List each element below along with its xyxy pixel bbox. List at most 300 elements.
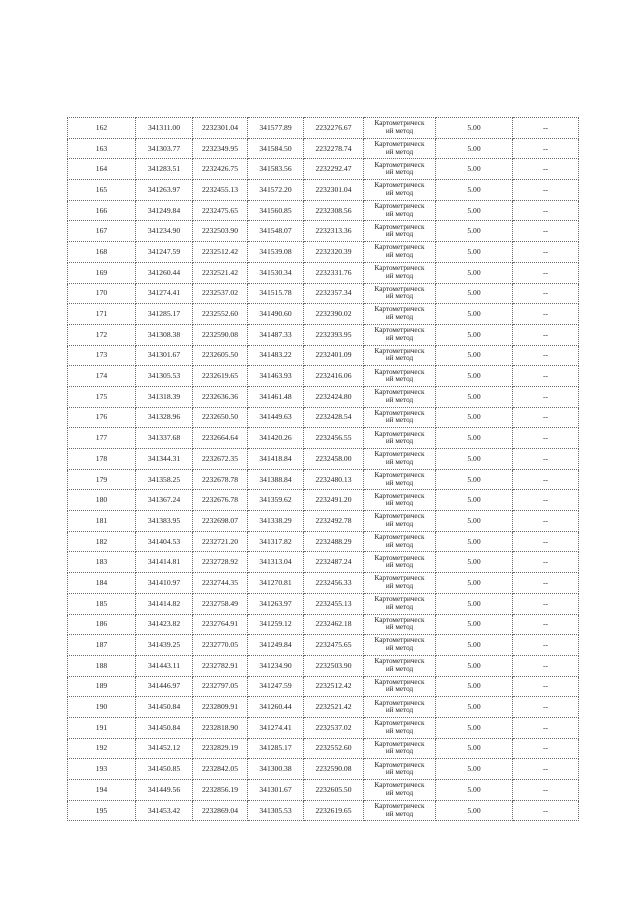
coordinates-table	[67, 117, 579, 821]
x2-coordinate-cell: 341577.89	[248, 118, 304, 139]
method-cell	[364, 697, 436, 718]
y2-coordinate-cell: 2232537.02	[304, 717, 364, 738]
point-number-cell: 178	[68, 449, 136, 470]
x1-coordinate-cell: 341383.95	[136, 511, 193, 532]
method-text-line2: ий метод	[385, 292, 414, 301]
note-cell: --	[513, 676, 579, 697]
note-cell: --	[513, 552, 579, 573]
accuracy-cell: 5.00	[436, 614, 513, 635]
y2-coordinate-cell: 2232590.08	[304, 759, 364, 780]
x1-coordinate-cell: 341274.41	[136, 283, 193, 304]
point-number-cell: 168	[68, 242, 136, 263]
y2-coordinate-cell: 2232320.39	[304, 242, 364, 263]
method-text-line2: ий метод	[385, 333, 414, 342]
point-number-cell: 183	[68, 552, 136, 573]
note-cell: --	[513, 366, 579, 387]
point-number-cell: 188	[68, 655, 136, 676]
y2-coordinate-cell: 2232455.13	[304, 593, 364, 614]
note-cell: --	[513, 200, 579, 221]
table-row	[68, 283, 579, 304]
method-text-line1: Картометрическ	[374, 760, 425, 769]
note-cell: --	[513, 490, 579, 511]
point-number-cell: 195	[68, 800, 136, 821]
y2-coordinate-cell: 2232552.60	[304, 738, 364, 759]
x1-coordinate-cell: 341414.81	[136, 552, 193, 573]
method-text-line2: ий метод	[385, 375, 414, 384]
y1-coordinate-cell: 2232676.78	[193, 490, 248, 511]
method-cell	[364, 345, 436, 366]
y1-coordinate-cell: 2232619.65	[193, 366, 248, 387]
table-row	[68, 386, 579, 407]
method-text-line2: ий метод	[385, 706, 414, 715]
method-cell	[364, 386, 436, 407]
y1-coordinate-cell: 2232349.95	[193, 138, 248, 159]
accuracy-cell: 5.00	[436, 511, 513, 532]
method-cell	[364, 366, 436, 387]
x2-coordinate-cell: 341583.56	[248, 159, 304, 180]
point-number-cell: 169	[68, 262, 136, 283]
x1-coordinate-cell: 341283.51	[136, 159, 193, 180]
accuracy-cell: 5.00	[436, 283, 513, 304]
x1-coordinate-cell: 341367.24	[136, 490, 193, 511]
method-text-line1: Картометрическ	[374, 119, 425, 128]
method-cell	[364, 304, 436, 325]
accuracy-cell: 5.00	[436, 759, 513, 780]
x2-coordinate-cell: 341560.85	[248, 200, 304, 221]
method-text-line1: Картометрическ	[374, 698, 425, 707]
y2-coordinate-cell: 2232458.00	[304, 449, 364, 470]
method-text-line2: ий метод	[385, 271, 414, 280]
y2-coordinate-cell: 2232424.80	[304, 386, 364, 407]
y2-coordinate-cell: 2232492.78	[304, 511, 364, 532]
table-row	[68, 221, 579, 242]
method-cell	[364, 221, 436, 242]
table-row	[68, 800, 579, 821]
y2-coordinate-cell: 2232278.74	[304, 138, 364, 159]
y1-coordinate-cell: 2232426.75	[193, 159, 248, 180]
x2-coordinate-cell: 341270.81	[248, 573, 304, 594]
method-text-line2: ий метод	[385, 685, 414, 694]
x2-coordinate-cell: 341260.44	[248, 697, 304, 718]
method-cell	[364, 717, 436, 738]
point-number-cell: 170	[68, 283, 136, 304]
y2-coordinate-cell: 2232521.42	[304, 697, 364, 718]
x2-coordinate-cell: 341449.63	[248, 407, 304, 428]
method-cell	[364, 449, 436, 470]
y1-coordinate-cell: 2232856.19	[193, 780, 248, 801]
note-cell: --	[513, 304, 579, 325]
method-cell	[364, 800, 436, 821]
y2-coordinate-cell: 2232401.09	[304, 345, 364, 366]
y2-coordinate-cell: 2232331.76	[304, 262, 364, 283]
x1-coordinate-cell: 341450.84	[136, 697, 193, 718]
y1-coordinate-cell: 2232842.05	[193, 759, 248, 780]
method-text-line2: ий метод	[385, 644, 414, 653]
y2-coordinate-cell: 2232393.95	[304, 324, 364, 345]
point-number-cell: 165	[68, 180, 136, 201]
method-text-line2: ий метод	[385, 581, 414, 590]
table-row	[68, 676, 579, 697]
y1-coordinate-cell: 2232678.78	[193, 469, 248, 490]
method-cell	[364, 655, 436, 676]
x1-coordinate-cell: 341305.53	[136, 366, 193, 387]
table-row	[68, 635, 579, 656]
method-text-line2: ий метод	[385, 747, 414, 756]
x2-coordinate-cell: 341285.17	[248, 738, 304, 759]
method-text-line1: Картометрическ	[374, 388, 425, 397]
point-number-cell: 162	[68, 118, 136, 139]
method-text-line1: Картометрическ	[374, 429, 425, 438]
method-text-line1: Картометрическ	[374, 553, 425, 562]
table-row	[68, 118, 579, 139]
method-text-line1: Картометрическ	[374, 801, 425, 810]
x1-coordinate-cell: 341452.12	[136, 738, 193, 759]
method-text-line1: Картометрическ	[374, 636, 425, 645]
x2-coordinate-cell: 341274.41	[248, 717, 304, 738]
table-row	[68, 180, 579, 201]
method-text-line2: ий метод	[385, 561, 414, 570]
table-row	[68, 655, 579, 676]
accuracy-cell: 5.00	[436, 717, 513, 738]
y1-coordinate-cell: 2232758.49	[193, 593, 248, 614]
table-row	[68, 200, 579, 221]
y1-coordinate-cell: 2232605.50	[193, 345, 248, 366]
accuracy-cell: 5.00	[436, 386, 513, 407]
y2-coordinate-cell: 2232488.29	[304, 531, 364, 552]
method-text-line2: ий метод	[385, 788, 414, 797]
method-cell	[364, 780, 436, 801]
method-text-line2: ий метод	[385, 437, 414, 446]
x2-coordinate-cell: 341584.50	[248, 138, 304, 159]
y1-coordinate-cell: 2232512.42	[193, 242, 248, 263]
accuracy-cell: 5.00	[436, 304, 513, 325]
point-number-cell: 192	[68, 738, 136, 759]
point-number-cell: 194	[68, 780, 136, 801]
method-text-line1: Картометрическ	[374, 739, 425, 748]
method-text-line2: ий метод	[385, 313, 414, 322]
y1-coordinate-cell: 2232721.20	[193, 531, 248, 552]
method-cell	[364, 469, 436, 490]
x2-coordinate-cell: 341317.82	[248, 531, 304, 552]
point-number-cell: 175	[68, 386, 136, 407]
method-text-line1: Картометрическ	[374, 677, 425, 686]
method-cell	[364, 552, 436, 573]
accuracy-cell: 5.00	[436, 635, 513, 656]
method-text-line2: ий метод	[385, 768, 414, 777]
table-row	[68, 345, 579, 366]
method-text-line1: Картометрическ	[374, 595, 425, 604]
point-number-cell: 191	[68, 717, 136, 738]
x1-coordinate-cell: 341285.17	[136, 304, 193, 325]
table-row	[68, 366, 579, 387]
method-cell	[364, 614, 436, 635]
method-text-line2: ий метод	[385, 395, 414, 404]
x1-coordinate-cell: 341439.25	[136, 635, 193, 656]
method-cell	[364, 407, 436, 428]
x1-coordinate-cell: 341234.90	[136, 221, 193, 242]
x2-coordinate-cell: 341300.38	[248, 759, 304, 780]
x1-coordinate-cell: 341446.97	[136, 676, 193, 697]
note-cell: --	[513, 428, 579, 449]
table-row	[68, 573, 579, 594]
method-text-line1: Картометрическ	[374, 450, 425, 459]
table-row	[68, 469, 579, 490]
method-text-line2: ий метод	[385, 209, 414, 218]
y2-coordinate-cell: 2232512.42	[304, 676, 364, 697]
method-text-line2: ий метод	[385, 230, 414, 239]
point-number-cell: 174	[68, 366, 136, 387]
table-row	[68, 759, 579, 780]
y2-coordinate-cell: 2232462.18	[304, 614, 364, 635]
method-cell	[364, 511, 436, 532]
x1-coordinate-cell: 341453.42	[136, 800, 193, 821]
note-cell: --	[513, 469, 579, 490]
note-cell: --	[513, 118, 579, 139]
y1-coordinate-cell: 2232650.50	[193, 407, 248, 428]
note-cell: --	[513, 386, 579, 407]
method-text-line1: Картометрическ	[374, 367, 425, 376]
method-text-line2: ий метод	[385, 602, 414, 611]
x2-coordinate-cell: 341572.20	[248, 180, 304, 201]
x2-coordinate-cell: 341338.29	[248, 511, 304, 532]
method-cell	[364, 159, 436, 180]
y1-coordinate-cell: 2232301.04	[193, 118, 248, 139]
note-cell: --	[513, 283, 579, 304]
method-text-line2: ий метод	[385, 168, 414, 177]
y1-coordinate-cell: 2232664.64	[193, 428, 248, 449]
note-cell: --	[513, 159, 579, 180]
table-row	[68, 490, 579, 511]
method-cell	[364, 138, 436, 159]
accuracy-cell: 5.00	[436, 800, 513, 821]
y2-coordinate-cell: 2232416.06	[304, 366, 364, 387]
x2-coordinate-cell: 341259.12	[248, 614, 304, 635]
x1-coordinate-cell: 341328.96	[136, 407, 193, 428]
x1-coordinate-cell: 341449.56	[136, 780, 193, 801]
x2-coordinate-cell: 341463.93	[248, 366, 304, 387]
method-cell	[364, 490, 436, 511]
method-text-line2: ий метод	[385, 478, 414, 487]
y2-coordinate-cell: 2232475.65	[304, 635, 364, 656]
method-text-line1: Картометрическ	[374, 181, 425, 190]
x2-coordinate-cell: 341301.67	[248, 780, 304, 801]
x1-coordinate-cell: 341303.77	[136, 138, 193, 159]
method-text-line2: ий метод	[385, 809, 414, 818]
accuracy-cell: 5.00	[436, 200, 513, 221]
method-cell	[364, 242, 436, 263]
accuracy-cell: 5.00	[436, 180, 513, 201]
x2-coordinate-cell: 341515.78	[248, 283, 304, 304]
x1-coordinate-cell: 341358.25	[136, 469, 193, 490]
table-row	[68, 428, 579, 449]
method-text-line2: ий метод	[385, 623, 414, 632]
accuracy-cell: 5.00	[436, 407, 513, 428]
table-row	[68, 242, 579, 263]
method-cell	[364, 262, 436, 283]
note-cell: --	[513, 780, 579, 801]
accuracy-cell: 5.00	[436, 593, 513, 614]
method-text-line2: ий метод	[385, 250, 414, 259]
method-cell	[364, 180, 436, 201]
table-row	[68, 552, 579, 573]
point-number-cell: 164	[68, 159, 136, 180]
note-cell: --	[513, 717, 579, 738]
method-text-line2: ий метод	[385, 499, 414, 508]
method-text-line2: ий метод	[385, 354, 414, 363]
method-cell	[364, 635, 436, 656]
table-body	[68, 118, 579, 821]
y1-coordinate-cell: 2232503.90	[193, 221, 248, 242]
point-number-cell: 189	[68, 676, 136, 697]
method-text-line1: Картометрическ	[374, 615, 425, 624]
method-cell	[364, 759, 436, 780]
table-row	[68, 780, 579, 801]
method-text-line1: Картометрическ	[374, 719, 425, 728]
point-number-cell: 181	[68, 511, 136, 532]
y1-coordinate-cell: 2232818.90	[193, 717, 248, 738]
accuracy-cell: 5.00	[436, 242, 513, 263]
point-number-cell: 185	[68, 593, 136, 614]
x2-coordinate-cell: 341305.53	[248, 800, 304, 821]
note-cell: --	[513, 635, 579, 656]
method-cell	[364, 593, 436, 614]
y2-coordinate-cell: 2232619.65	[304, 800, 364, 821]
point-number-cell: 172	[68, 324, 136, 345]
note-cell: --	[513, 242, 579, 263]
x1-coordinate-cell: 341410.97	[136, 573, 193, 594]
note-cell: --	[513, 655, 579, 676]
point-number-cell: 176	[68, 407, 136, 428]
note-cell: --	[513, 221, 579, 242]
y1-coordinate-cell: 2232764.91	[193, 614, 248, 635]
method-text-line1: Картометрическ	[374, 326, 425, 335]
method-text-line1: Картометрическ	[374, 781, 425, 790]
x1-coordinate-cell: 341249.84	[136, 200, 193, 221]
note-cell: --	[513, 593, 579, 614]
method-text-line1: Картометрическ	[374, 491, 425, 500]
accuracy-cell: 5.00	[436, 697, 513, 718]
point-number-cell: 166	[68, 200, 136, 221]
accuracy-cell: 5.00	[436, 780, 513, 801]
x1-coordinate-cell: 341344.31	[136, 449, 193, 470]
y1-coordinate-cell: 2232636.36	[193, 386, 248, 407]
y1-coordinate-cell: 2232537.02	[193, 283, 248, 304]
accuracy-cell: 5.00	[436, 531, 513, 552]
method-cell	[364, 118, 436, 139]
method-text-line1: Картометрическ	[374, 160, 425, 169]
y1-coordinate-cell: 2232782.91	[193, 655, 248, 676]
point-number-cell: 182	[68, 531, 136, 552]
y1-coordinate-cell: 2232797.05	[193, 676, 248, 697]
x2-coordinate-cell: 341530.34	[248, 262, 304, 283]
y2-coordinate-cell: 2232605.50	[304, 780, 364, 801]
point-number-cell: 179	[68, 469, 136, 490]
y1-coordinate-cell: 2232869.04	[193, 800, 248, 821]
method-text-line1: Картометрическ	[374, 470, 425, 479]
y2-coordinate-cell: 2232456.33	[304, 573, 364, 594]
table-row	[68, 614, 579, 635]
y2-coordinate-cell: 2232357.34	[304, 283, 364, 304]
note-cell: --	[513, 738, 579, 759]
method-cell	[364, 283, 436, 304]
x2-coordinate-cell: 341418.84	[248, 449, 304, 470]
accuracy-cell: 5.00	[436, 221, 513, 242]
y2-coordinate-cell: 2232487.24	[304, 552, 364, 573]
y1-coordinate-cell: 2232521.42	[193, 262, 248, 283]
point-number-cell: 187	[68, 635, 136, 656]
method-cell	[364, 738, 436, 759]
accuracy-cell: 5.00	[436, 428, 513, 449]
table-row	[68, 717, 579, 738]
point-number-cell: 186	[68, 614, 136, 635]
method-text-line2: ий метод	[385, 540, 414, 549]
method-text-line1: Картометрическ	[374, 408, 425, 417]
table-row	[68, 697, 579, 718]
table-row	[68, 304, 579, 325]
method-text-line1: Картометрическ	[374, 574, 425, 583]
x1-coordinate-cell: 341450.85	[136, 759, 193, 780]
table-row	[68, 449, 579, 470]
accuracy-cell: 5.00	[436, 655, 513, 676]
method-text-line1: Картометрическ	[374, 264, 425, 273]
method-text-line1: Картометрическ	[374, 533, 425, 541]
y1-coordinate-cell: 2232770.05	[193, 635, 248, 656]
method-text-line1: Картометрическ	[374, 657, 425, 666]
accuracy-cell: 5.00	[436, 552, 513, 573]
method-cell	[364, 531, 436, 552]
method-text-line2: ий метод	[385, 416, 414, 425]
method-text-line1: Картометрическ	[374, 512, 425, 521]
method-text-line2: ий метод	[385, 664, 414, 673]
note-cell: --	[513, 449, 579, 470]
y2-coordinate-cell: 2232503.90	[304, 655, 364, 676]
note-cell: --	[513, 531, 579, 552]
y1-coordinate-cell: 2232672.35	[193, 449, 248, 470]
x1-coordinate-cell: 341450.84	[136, 717, 193, 738]
point-number-cell: 180	[68, 490, 136, 511]
accuracy-cell: 5.00	[436, 159, 513, 180]
note-cell: --	[513, 262, 579, 283]
y2-coordinate-cell: 2232292.47	[304, 159, 364, 180]
accuracy-cell: 5.00	[436, 262, 513, 283]
point-number-cell: 171	[68, 304, 136, 325]
y1-coordinate-cell: 2232552.60	[193, 304, 248, 325]
accuracy-cell: 5.00	[436, 469, 513, 490]
note-cell: --	[513, 759, 579, 780]
note-cell: --	[513, 345, 579, 366]
x1-coordinate-cell: 341404.53	[136, 531, 193, 552]
y2-coordinate-cell: 2232308.56	[304, 200, 364, 221]
method-text-line1: Картометрическ	[374, 243, 425, 252]
y1-coordinate-cell: 2232809.91	[193, 697, 248, 718]
method-cell	[364, 324, 436, 345]
table-row	[68, 593, 579, 614]
method-text-line1: Картометрическ	[374, 202, 425, 210]
method-cell	[364, 573, 436, 594]
accuracy-cell: 5.00	[436, 738, 513, 759]
accuracy-cell: 5.00	[436, 324, 513, 345]
method-cell	[364, 676, 436, 697]
x1-coordinate-cell: 341247.59	[136, 242, 193, 263]
x2-coordinate-cell: 341548.07	[248, 221, 304, 242]
method-text-line2: ий метод	[385, 147, 414, 156]
y1-coordinate-cell: 2232455.13	[193, 180, 248, 201]
note-cell: --	[513, 324, 579, 345]
x1-coordinate-cell: 341260.44	[136, 262, 193, 283]
note-cell: --	[513, 800, 579, 821]
method-text-line2: ий метод	[385, 726, 414, 735]
method-text-line1: Картометрическ	[374, 139, 425, 148]
